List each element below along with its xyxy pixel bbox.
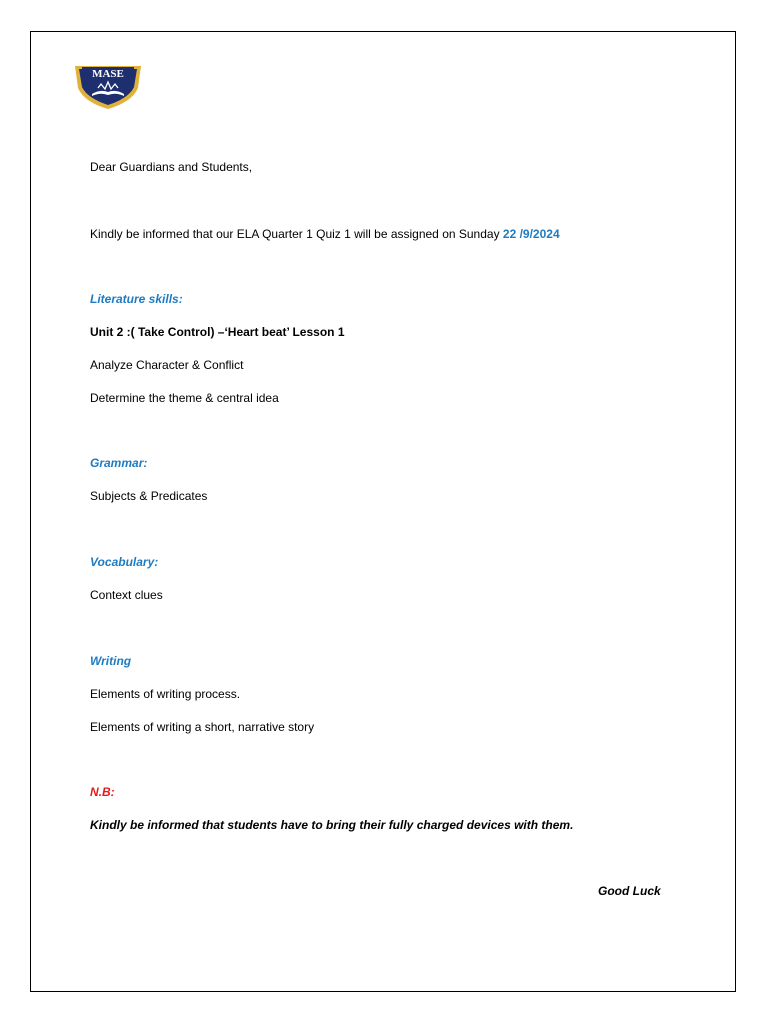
grammar-item: Subjects & Predicates (90, 489, 208, 503)
quiz-date: 22 /9/2024 (502, 227, 560, 241)
intro-text: Kindly be informed that our ELA Quarter 1 Quiz 1 will be assigned on Sunday (90, 227, 503, 241)
writing-item: Elements of writing process. (90, 687, 241, 701)
writing-item: Elements of writing a short, narrative story (90, 720, 315, 734)
note-text: Kindly be informed that students have to bring their fully charged devices with them. (90, 818, 574, 832)
logo-text: MASE (92, 68, 124, 80)
grammar-heading: Grammar: (90, 456, 148, 470)
vocabulary-item: Context clues (90, 588, 163, 602)
intro-paragraph (90, 227, 560, 241)
literature-item: Analyze Character & Conflict (90, 358, 244, 372)
writing-heading: Writing (90, 654, 132, 668)
literature-unit: Unit 2 :( Take Control) –‘Heart beat’ Lesson 1 (90, 325, 345, 339)
closing-text: Good Luck (598, 884, 661, 898)
document-page (30, 31, 736, 992)
school-logo (72, 58, 144, 110)
note-heading: N.B: (90, 785, 115, 799)
literature-heading: Literature skills: (90, 292, 183, 306)
literature-item: Determine the theme & central idea (90, 391, 279, 405)
vocabulary-heading: Vocabulary: (90, 555, 159, 569)
greeting: Dear Guardians and Students, (90, 160, 253, 174)
